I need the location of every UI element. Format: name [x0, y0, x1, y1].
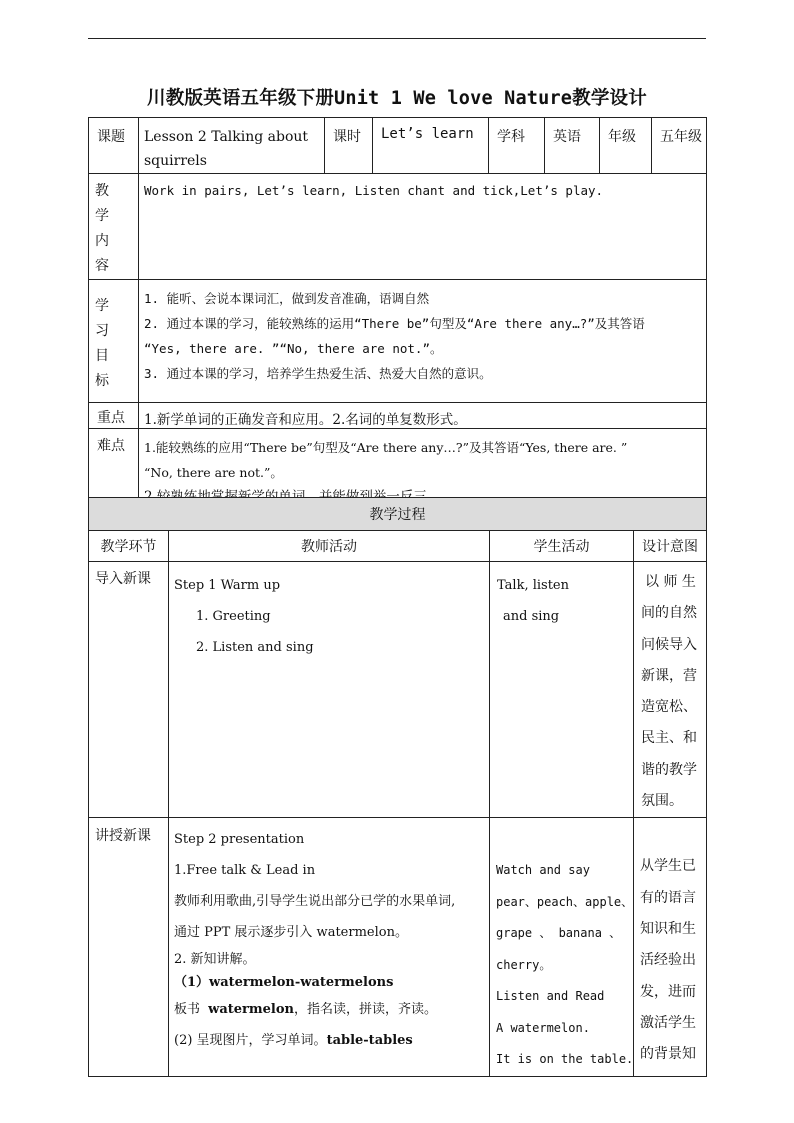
- difficulty-line-1: 1.能较熟练的应用“There be”句型及“Are there any…?”及其答语“Yes, there are. ”: [144, 440, 628, 455]
- objectives-label-char: 习: [95, 323, 109, 339]
- column-intent: 设计意图: [634, 531, 707, 562]
- teacher-cell: [169, 818, 490, 1077]
- student-line: It is on the table.: [496, 1052, 634, 1067]
- intent-line: 知识和生: [640, 920, 696, 937]
- intent-line: 有的语言: [640, 889, 696, 906]
- content-row: [89, 174, 707, 280]
- content-label-char: 内: [95, 233, 109, 249]
- topic-line-2: squirrels: [144, 153, 207, 169]
- intent-line: 新课，营: [641, 667, 697, 684]
- intent-line: 从学生已: [640, 858, 696, 875]
- objective-line-1: 1. 能听、会说本课词汇，做到发音准确，语调自然: [144, 291, 430, 306]
- intent-line: 活经验出: [640, 952, 696, 969]
- subject-value: 英语: [545, 118, 600, 174]
- difficulty-line-2: “No, there are not.”。: [144, 465, 283, 480]
- teacher-text: table-tables: [326, 1033, 413, 1049]
- intent-line: 民主、和: [641, 730, 697, 747]
- content-label-char: 教: [95, 183, 109, 199]
- teacher-text: 板书: [174, 1002, 201, 1018]
- student-line: pear、peach、apple、: [496, 894, 634, 909]
- intent-cell: [634, 818, 707, 1077]
- teacher-line: 教师利用歌曲,引导学生说出部分已学的水果单词,: [174, 894, 456, 910]
- intent-line: 谐的教学: [641, 761, 697, 778]
- teacher-text: (2) 呈现图片，学习单词。: [174, 1033, 327, 1049]
- student-line: cherry。: [496, 957, 552, 972]
- objectives-label-char: 标: [95, 373, 109, 389]
- grade-value: 五年级: [652, 118, 707, 174]
- lesson-info-table: [88, 117, 707, 511]
- student-line: Talk, listen: [497, 578, 569, 593]
- teaching-process-table: [88, 497, 707, 1077]
- column-student: 学生活动: [490, 531, 634, 562]
- teacher-line: [174, 1025, 489, 1056]
- period-value: Let’s learn: [373, 118, 489, 174]
- teacher-line: [174, 995, 489, 1025]
- topic-value: [139, 118, 325, 174]
- table-row: [89, 562, 707, 818]
- teacher-line: Step 1 Warm up: [174, 578, 281, 593]
- teacher-line: 1. Greeting: [196, 609, 271, 624]
- student-line: Watch and say: [496, 863, 590, 878]
- student-line: Listen and Read: [496, 989, 605, 1004]
- content-label: [89, 174, 139, 280]
- objectives-label: [89, 280, 139, 403]
- intent-line: 的背景知: [640, 1046, 696, 1063]
- teacher-line: 2. Listen and sing: [196, 640, 314, 655]
- key-points-row: [89, 403, 707, 429]
- key-points-text: 1.新学单词的正确发音和应用。2.名词的单复数形式。: [139, 403, 707, 429]
- intent-line: 造宽松、: [641, 699, 697, 716]
- student-cell: [490, 562, 634, 818]
- objectives-text: [139, 280, 707, 403]
- teacher-line: 2. 新知讲解。: [174, 952, 256, 968]
- subject-label: 学科: [489, 118, 545, 174]
- intent-cell: [634, 562, 707, 818]
- objectives-label-char: 目: [95, 348, 109, 364]
- key-points-label: 重点: [89, 403, 139, 429]
- student-cell: [490, 818, 634, 1077]
- header-rule: [88, 38, 706, 39]
- content-label-char: 学: [95, 208, 109, 224]
- page-title: 川教版英语五年级下册Unit 1 We love Nature教学设计: [147, 88, 647, 109]
- teacher-text: watermelon: [208, 1002, 294, 1018]
- stage-cell: 导入新课: [89, 562, 169, 818]
- student-line: grape 、 banana 、: [496, 926, 622, 941]
- grade-label: 年级: [600, 118, 652, 174]
- intent-line: 以 师 生: [645, 574, 696, 590]
- topic-label: 课题: [89, 118, 139, 174]
- intent-line: 发，进而: [640, 983, 696, 1000]
- column-teacher: 教师活动: [169, 531, 490, 562]
- difficulties-label: 难点: [89, 429, 139, 511]
- process-columns-row: [89, 531, 707, 562]
- objectives-label-char: 学: [95, 298, 109, 314]
- topic-row: [89, 118, 707, 174]
- intent-line: 问候导入: [641, 636, 697, 653]
- content-label-char: 容: [95, 258, 109, 274]
- teacher-cell: [169, 562, 490, 818]
- objective-line-2: 2. 通过本课的学习，能较熟练的运用“There be”句型及“Are there any…?”及其答语: [144, 316, 645, 331]
- process-header-row: [89, 498, 707, 531]
- teacher-line: Step 2 presentation: [174, 832, 305, 848]
- intent-line: 间的自然: [641, 605, 697, 622]
- teacher-text: ，指名读，拼读，齐读。: [293, 1002, 437, 1018]
- objectives-row: [89, 280, 707, 403]
- process-header: 教学过程: [89, 498, 707, 531]
- objective-line-3: “Yes, there are. ”“No, there are not.”。: [144, 341, 443, 356]
- objective-line-4: 3. 通过本课的学习，培养学生热爱生活、热爱大自然的意识。: [144, 366, 492, 381]
- table-row: [89, 818, 707, 1077]
- intent-line: 氛围。: [641, 793, 683, 810]
- teacher-line: 1.Free talk & Lead in: [174, 863, 316, 879]
- topic-line-1: Lesson 2 Talking about: [144, 129, 309, 145]
- teacher-line: 通过 PPT 展示逐步引入 watermelon。: [174, 925, 408, 941]
- intent-line: 激活学生: [640, 1014, 696, 1031]
- stage-cell: 讲授新课: [89, 818, 169, 1077]
- column-stage: 教学环节: [89, 531, 169, 562]
- content-text: Work in pairs, Let’s learn, Listen chant and tick,Let’s play.: [139, 174, 707, 280]
- student-line: A watermelon.: [496, 1020, 590, 1035]
- teacher-line: （1）watermelon-watermelons: [174, 975, 394, 991]
- period-label: 课时: [325, 118, 373, 174]
- student-line: and sing: [503, 609, 560, 624]
